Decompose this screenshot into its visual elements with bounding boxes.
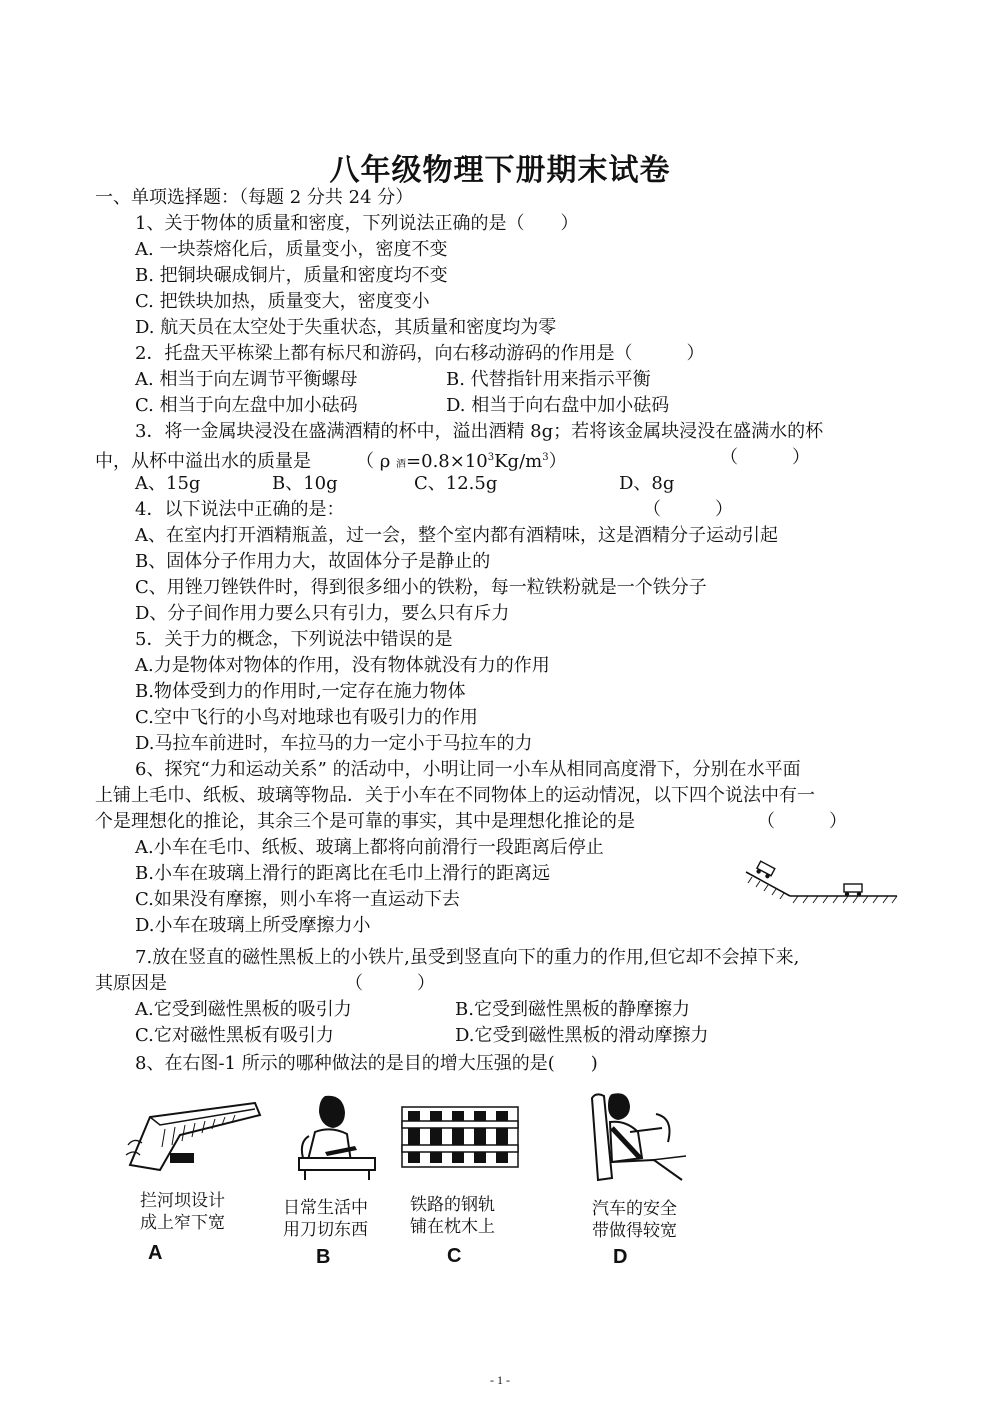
question-2-stem: 2．托盘天平栋梁上都有标尺和游码，向右移动游码的作用是（ ）	[135, 343, 705, 364]
question-2-option-c: C. 相当于向左盘中加小砝码	[135, 395, 358, 416]
question-6-stem-line1: 6、探究“力和运动关系” 的活动中，小明让同一小车从相同高度滑下，分别在水平面	[135, 759, 801, 780]
question-7-stem-line2: 其原因是	[95, 973, 167, 994]
figure-c-letter: C	[447, 1245, 462, 1267]
figure-a-letter: A	[148, 1242, 163, 1264]
question-3-option-a: A、15g	[135, 473, 201, 494]
q3-unit-exponent: 3	[542, 452, 549, 463]
question-3-option-c: C、12.5g	[414, 473, 498, 494]
question-7-option-c: C.它对磁性黑板有吸引力	[135, 1025, 334, 1046]
q3-text-b: =0.8×10	[406, 451, 488, 472]
q3-exponent: 3	[487, 452, 495, 463]
question-7-option-d: D.它受到磁性黑板的滑动摩擦力	[455, 1025, 709, 1046]
question-8-stem: 8、在右图-1 所示的哪种做法的是目的增大压强的是( )	[135, 1053, 598, 1074]
q3-text-a: 中，从杯中溢出水的质量是 （ ρ	[95, 451, 397, 472]
question-4-option-b: B、固体分子作用力大，故固体分子是静止的	[135, 551, 491, 572]
q3-unit: Kg/m	[494, 451, 543, 472]
figure-c-caption-line2: 铺在枕木上	[410, 1217, 495, 1237]
question-4-stem: 4．以下说法中正确的是：	[135, 499, 345, 520]
question-3-option-b: B、10g	[272, 473, 338, 494]
page-number: - 1 -	[490, 1373, 510, 1387]
question-6-option-c: C.如果没有摩擦，则小车将一直运动下去	[135, 889, 460, 910]
question-4-option-a: A、在室内打开酒精瓶盖，过一会，整个室内都有酒精味，这是酒精分子运动引起	[135, 525, 778, 546]
cart-on-slope	[755, 861, 775, 879]
question-5-stem: 5．关于力的概念，下列说法中错误的是	[135, 629, 453, 650]
dam-illustration	[120, 1095, 270, 1175]
question-7-answer-blank: （ ）	[345, 973, 435, 994]
figure-d-caption-line1: 汽车的安全	[592, 1199, 677, 1219]
question-3-option-d: D、8g	[619, 473, 675, 494]
q3-text-d: ）	[548, 451, 567, 472]
question-4-option-d: D、分子间作用力要么只有引力，要么只有斥力	[135, 603, 510, 624]
figure-d-caption-line2: 带做得较宽	[592, 1221, 677, 1241]
question-3-answer-blank: （ ）	[720, 447, 810, 468]
question-2-option-d: D. 相当于向右盘中加小砝码	[446, 395, 670, 416]
question-6-option-b: B.小车在玻璃上滑行的距离比在毛巾上滑行的距离远	[135, 863, 550, 884]
question-4-option-c: C、用锉刀锉铁件时，得到很多细小的铁粉，每一粒铁粉就是一个铁分子	[135, 577, 707, 598]
figure-d-letter: D	[613, 1246, 628, 1268]
cutting-illustration	[285, 1092, 385, 1182]
question-5-option-a: A.力是物体对物体的作用，没有物体就没有力的作用	[135, 655, 550, 676]
question-1-option-c: C. 把铁块加热，质量变大，密度变小	[135, 291, 430, 312]
figure-c-caption-line1: 铁路的钢轨	[410, 1195, 495, 1215]
figure-a-caption-line2: 成上窄下宽	[140, 1213, 225, 1233]
q3-density-subscript: 酒	[396, 459, 407, 470]
question-5-option-d: D.马拉车前进时，车拉马的力一定小于马拉车的力	[135, 733, 533, 754]
question-3-stem-line1: 3．将一金属块浸没在盛满酒精的杯中，溢出酒精 8g；若将该金属块浸没在盛满水的杯	[135, 421, 824, 442]
railway-illustration	[400, 1105, 520, 1170]
question-6-answer-blank: （ ）	[757, 811, 847, 832]
figure-b-caption-line1: 日常生活中	[283, 1198, 368, 1218]
question-1-stem: 1、关于物体的质量和密度，下列说法正确的是（ ）	[135, 213, 579, 234]
question-6-option-a: A.小车在毛巾、纸板、玻璃上都将向前滑行一段距离后停止	[135, 837, 604, 858]
question-1-option-b: B. 把铜块碾成铜片，质量和密度均不变	[135, 265, 448, 286]
question-7-option-a: A.它受到磁性黑板的吸引力	[135, 999, 352, 1020]
question-2-option-b: B. 代替指针用来指示平衡	[446, 369, 651, 390]
figure-b-letter: B	[316, 1246, 331, 1268]
ground-hatching	[748, 877, 897, 903]
cart-on-floor	[844, 884, 862, 896]
question-6-stem-line2: 上铺上毛巾、纸板、玻璃等物品．关于小车在不同物体上的运动情况，以下四个说法中有一	[95, 785, 815, 806]
question-2-option-a: A. 相当于向左调节平衡螺母	[135, 369, 358, 390]
question-6-stem-line3: 个是理想化的推论，其余三个是可靠的事实，其中是理想化推论的是	[95, 811, 635, 832]
section-heading: 一、单项选择题：（每题 2 分共 24 分）	[95, 187, 414, 208]
question-1-option-a: A. 一块萘熔化后，质量变小，密度不变	[135, 239, 448, 260]
question-7-option-b: B.它受到磁性黑板的静摩擦力	[455, 999, 690, 1020]
seatbelt-illustration	[582, 1088, 692, 1188]
figure-b-caption-line2: 用刀切东西	[283, 1220, 368, 1240]
ramp-cart-diagram	[742, 858, 902, 908]
question-5-option-c: C.空中飞行的小鸟对地球也有吸引力的作用	[135, 707, 478, 728]
page-title: 八年级物理下册期末试卷	[329, 153, 671, 188]
question-7-stem-line1: 7.放在竖直的磁性黑板上的小铁片,虽受到竖直向下的重力的作用,但它却不会掉下来,	[135, 947, 800, 968]
question-6-option-d: D.小车在玻璃上所受摩擦力小	[135, 915, 371, 936]
question-1-option-d: D. 航天员在太空处于失重状态，其质量和密度均为零	[135, 317, 557, 338]
figure-a-caption-line1: 拦河坝设计	[140, 1191, 225, 1211]
question-5-option-b: B.物体受到力的作用时,一定存在施力物体	[135, 681, 466, 702]
question-4-answer-blank: （ ）	[643, 499, 733, 520]
